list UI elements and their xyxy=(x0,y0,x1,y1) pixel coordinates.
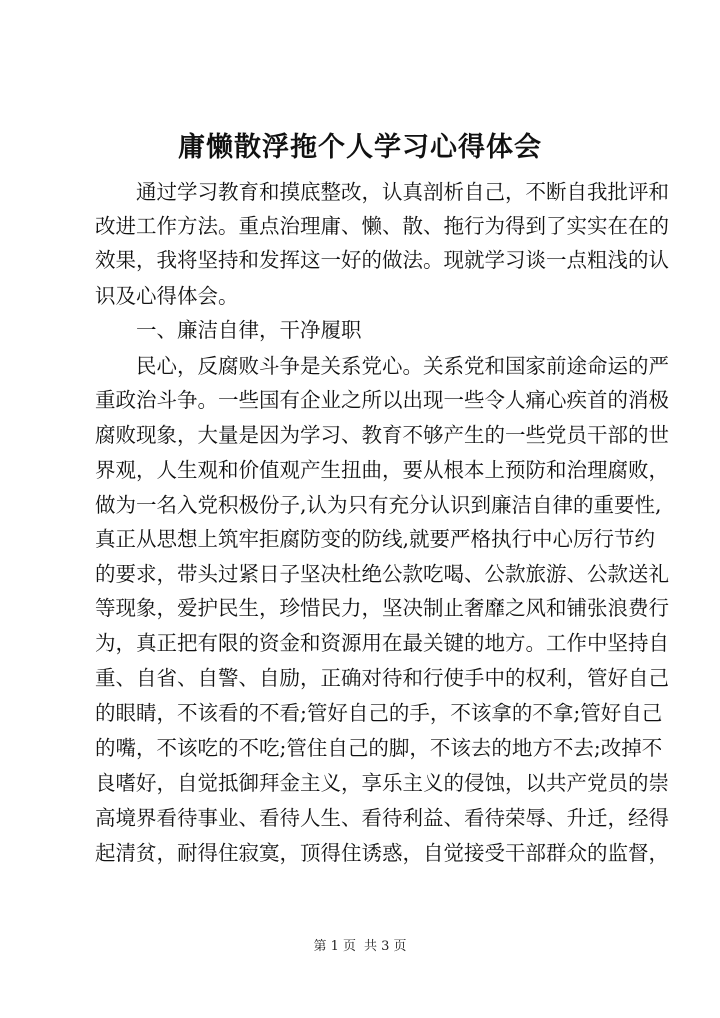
body-line: 的要求，带头过紧日子坚决杜绝公款吃喝、公款旅游、公款送礼 xyxy=(95,562,669,586)
body-line: 腐败现象，大量是因为学习、教育不够产生的一些党员干部的世 xyxy=(95,423,669,447)
body-line: 的眼睛，不该看的不看;管好自己的手，不该拿的不拿;管好自己 xyxy=(95,701,663,725)
body-line: 重、自省、自警、自励，正确对待和行使手中的权利，管好自己 xyxy=(95,666,669,690)
page-total: 共 3 页 xyxy=(364,939,407,954)
body-line: 高境界看待事业、看待人生、看待利益、看待荣辱、升迁，经得 xyxy=(95,806,669,830)
body-line: 识及心得体会。 xyxy=(95,284,239,308)
body-line: 界观，人生观和价值观产生扭曲，要从根本上预防和治理腐败， xyxy=(95,458,669,482)
body-line: 为，真正把有限的资金和资源用在最关键的地方。工作中坚持自 xyxy=(95,631,669,655)
body-line: 改进工作方法。重点治理庸、懒、散、拖行为得到了实实在在的 xyxy=(95,214,669,238)
section-heading: 一、廉洁自律，干净履职 xyxy=(136,318,362,342)
page-number: 第 1 页 xyxy=(313,939,356,954)
body-line: 等现象，爱护民生，珍惜民力，坚决制止奢靡之风和铺张浪费行 xyxy=(95,596,669,620)
body-line: 民心，反腐败斗争是关系党心。关系党和国家前途命运的严 xyxy=(136,354,669,378)
body-line: 做为一名入党积极份子,认为只有充分认识到廉洁自律的重要性, xyxy=(95,493,662,517)
body-line: 的嘴，不该吃的不吃;管住自己的脚，不该去的地方不去;改掉不 xyxy=(95,736,663,760)
body-line: 效果，我将坚持和发挥这一好的做法。现就学习谈一点粗浅的认 xyxy=(95,248,669,272)
body-line: 通过学习教育和摸底整改，认真剖析自己，不断自我批评和 xyxy=(136,180,669,204)
body-line: 重政治斗争。一些国有企业之所以出现一些令人痛心疾首的消极 xyxy=(95,388,669,412)
body-line: 真正从思想上筑牢拒腐防变的防线,就要严格执行中心厉行节约 xyxy=(95,527,656,551)
body-line: 起清贫，耐得住寂寞，顶得住诱惑，自觉接受干部群众的监督， xyxy=(95,841,669,865)
document-title: 庸懒散浮拖个人学习心得体会 xyxy=(178,132,542,163)
page-footer xyxy=(0,938,720,956)
body-line: 良嗜好，自觉抵御拜金主义，享乐主义的侵蚀，以共产党员的崇 xyxy=(95,771,669,795)
